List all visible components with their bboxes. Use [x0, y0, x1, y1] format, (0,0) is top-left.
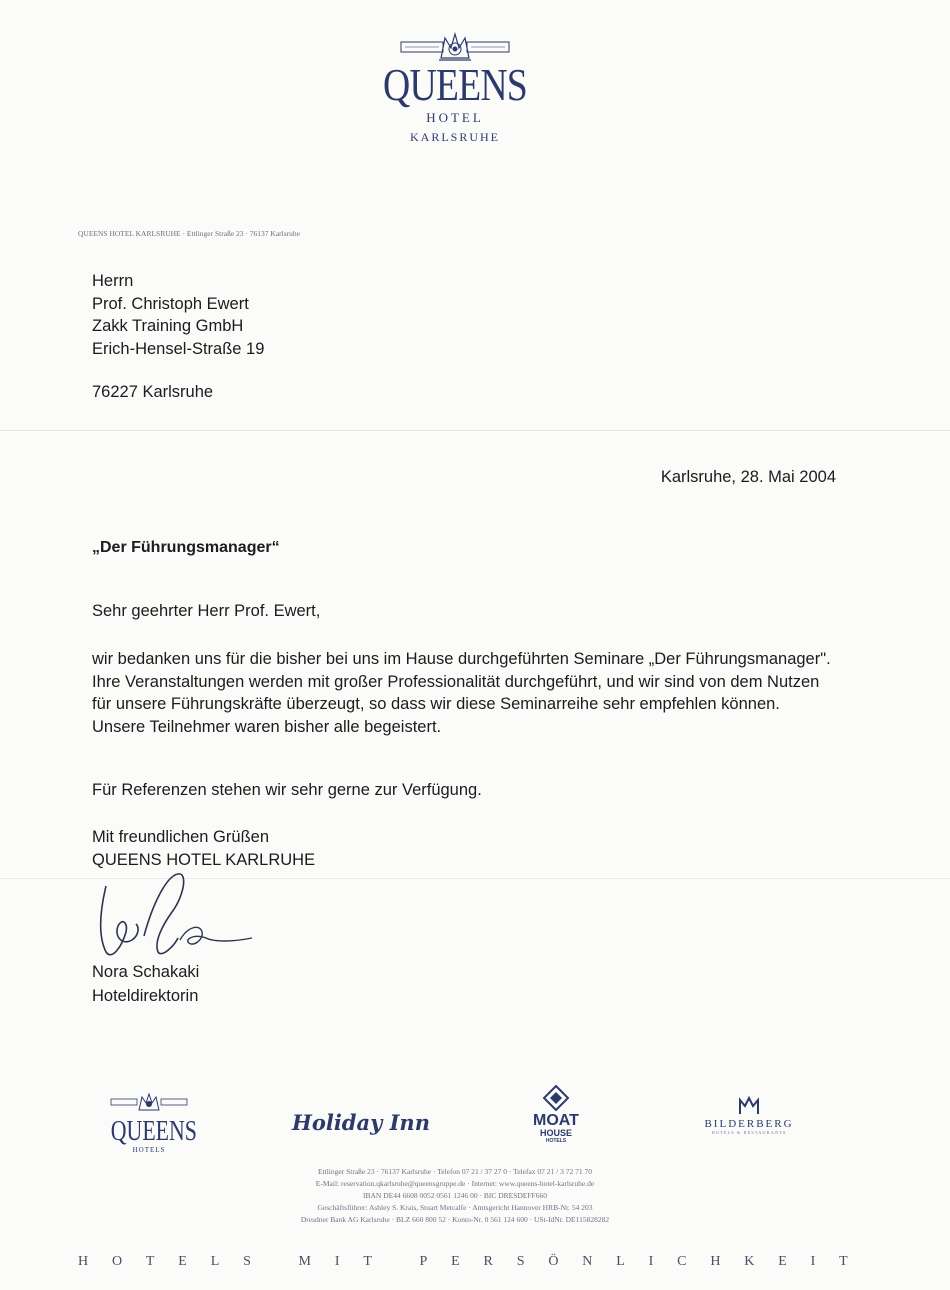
tagline-letter: I — [334, 1254, 340, 1269]
bilderberg-logo — [690, 1096, 808, 1135]
tagline-letter: T — [145, 1254, 155, 1269]
queens-logo-text: QUEENS — [110, 1116, 197, 1147]
tagline-letter: N — [582, 1254, 593, 1269]
letter-closing — [92, 826, 315, 871]
signer-block — [92, 960, 199, 1008]
tagline-letter: T — [839, 1254, 848, 1269]
tagline-letter: L — [616, 1254, 625, 1269]
closing-company: QUEENS HOTEL KARLRUHE — [92, 850, 316, 869]
letterhead-city: KARLSRUHE — [409, 130, 500, 144]
signer-name: Nora Schakaki — [92, 963, 200, 981]
moat-house-logo — [520, 1085, 592, 1144]
recipient-address — [92, 270, 264, 404]
tagline-letter: E — [178, 1254, 187, 1269]
bilderberg-logo-sub: HOTELS & RESTAURANTS — [711, 1130, 787, 1135]
letter-salutation: Sehr geehrter Herr Prof. Ewert, — [92, 602, 321, 620]
footer-info-line: IBAN DE44 6608 0052 0561 1246 00 · BIC DRESDEFF660 — [363, 1191, 547, 1200]
letterhead-logo — [360, 30, 550, 145]
moat-logo-house: HOUSE — [539, 1128, 572, 1138]
letterhead-brand: QUEENS — [383, 59, 527, 110]
recipient-line: Zakk Training GmbH — [92, 317, 244, 335]
castle-crown-icon — [738, 1096, 760, 1116]
paper-fold-line — [0, 430, 950, 431]
footer-info-line: Dresdner Bank AG Karlsruhe · BLZ 660 800 52 · Konto-Nr. 0 561 124 600 · USt-IdNr. DE115828282 — [300, 1215, 610, 1224]
tagline-letter: I — [648, 1254, 654, 1269]
holiday-inn-logo: Holiday Inn — [292, 1110, 430, 1135]
tagline-letter: K — [744, 1254, 755, 1269]
letter-body: wir bedanken uns für die bisher bei uns im Hause durchgeführten Seminare „Der Führungsmanager". Ihre Veranstaltungen werden mit großer Professionalität durchgeführt, und wir sind von dem Nutzen für unsere Führungskräfte überzeugt, so dass wir diese Seminarreihe sehr empfehlen können. Unsere Teilnehmer waren bisher alle begeistert. — [92, 650, 831, 736]
moat-logo-hotels: HOTELS — [545, 1138, 567, 1144]
footer-company-info — [200, 1166, 710, 1226]
tagline-letter: C — [677, 1254, 687, 1269]
letterhead-hotel: HOTEL — [426, 110, 484, 125]
footer-info-line: Ettlinger Straße 23 · 76137 Karlsruhe · Telefon 07 21 / 37 27 0 · Telefax 07 21 / 3 72 71 70 — [317, 1167, 593, 1176]
tagline-letter: S — [516, 1254, 525, 1269]
letter-date: Karlsruhe, 28. Mai 2004 — [660, 468, 836, 486]
tagline-letter: P — [419, 1254, 428, 1269]
bilderberg-logo-text: BILDERBERG — [704, 1118, 794, 1130]
footer-tagline — [78, 1254, 848, 1270]
tagline-letter: L — [210, 1254, 220, 1269]
closing-greeting: Mit freundlichen Grüßen — [92, 828, 269, 846]
tagline-letter: O — [111, 1254, 123, 1269]
recipient-line: Herrn — [92, 272, 134, 290]
diamond-emblem-icon — [543, 1085, 569, 1111]
tagline-letter: M — [298, 1254, 311, 1269]
recipient-zip-city: 76227 Karlsruhe — [92, 383, 214, 401]
tagline-letter: I — [810, 1254, 816, 1269]
signer-title: Hoteldirektorin — [92, 987, 199, 1005]
recipient-line: Prof. Christoph Ewert — [92, 294, 249, 313]
letter-references: Für Referenzen stehen wir sehr gerne zur Verfügung. — [92, 781, 482, 799]
tagline-letter: E — [778, 1254, 787, 1269]
tagline-letter: Ö — [548, 1254, 559, 1269]
queens-logo-sub: HOTELS — [132, 1146, 166, 1154]
tagline-letter: E — [451, 1254, 460, 1269]
sender-address-line: QUEENS HOTEL KARLSRUHE · Ettlinger Straße 23 · 76137 Karlsruhe — [78, 229, 300, 238]
moat-logo-text: MOAT — [533, 1112, 579, 1129]
footer-info-line: E-Mail: reservation.qkarlsruhe@queensgruppe.de · Internet: www.queens-hotel-karlsruhe.de — [315, 1179, 595, 1188]
queens-hotels-logo — [100, 1092, 198, 1154]
letter-subject: „Der Führungsmanager“ — [92, 539, 280, 556]
handwritten-signature — [92, 866, 262, 966]
crown-emblem-icon — [109, 1092, 189, 1112]
tagline-letter: R — [483, 1254, 493, 1269]
recipient-line: Erich-Hensel-Straße 19 — [92, 339, 265, 358]
tagline-letter: T — [363, 1254, 372, 1269]
footer-info-line: Geschäftsführer: Ashley S. Krais, Stuart Metcalfe · Amtsgericht Hannover HRB-Nr. 54 203 — [317, 1203, 593, 1212]
tagline-letter: H — [78, 1254, 89, 1269]
tagline-letter: H — [710, 1254, 721, 1269]
tagline-letter: S — [243, 1254, 251, 1269]
